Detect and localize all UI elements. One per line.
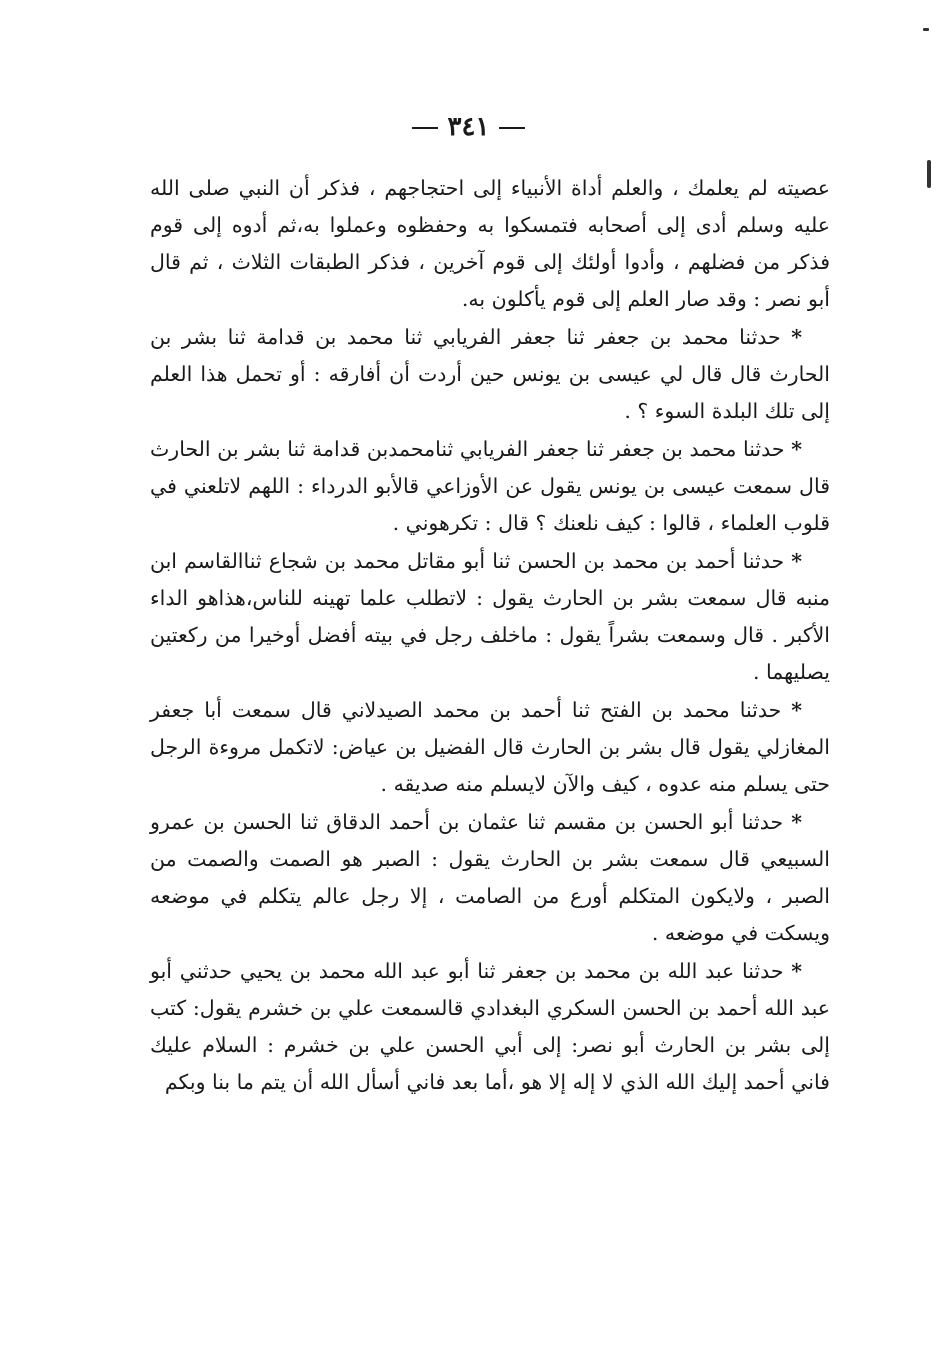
paragraph-text: حدثنا محمد بن جعفر ثنا جعفر الفريابي ثنا محمد بن قدامة ثنا بشر بن الحارث قال قال لي عيسى بن يونس حين أردت أن أفارقه : أو تحمل هذا العلم إلى تلك البلدة السوء ؟ . <box>150 325 830 423</box>
hadith-star-marker: * <box>791 325 802 349</box>
paragraph-text: حدثنا أبو الحسن بن مقسم ثنا عثمان بن أحمد الدقاق ثنا الحسن بن عمرو السبيعي قال سمعت بشر بن الحارث يقول : الصبر هو الصمت والصمت من الصبر ، ولايكون المتكلم أورع من الصامت ، إلا رجل عالم يتكلم في موضعه ويسكت في موضعه . <box>150 810 830 945</box>
body-text <box>150 170 830 1102</box>
page-number-dash <box>499 127 525 129</box>
paragraph-text: حدثنا أحمد بن محمد بن الحسن ثنا أبو مقاتل محمد بن شجاع ثناالقاسم ابن منبه قال سمعت بشر بن الحارث يقول : لاتطلب علما تهينه للناس،هذاهو الداء الأكبر . قال وسمعت بشراً يقول : ماخلف رجل في بيته أفضل أوخيرا من ركعتين يصليهما . <box>150 549 830 684</box>
hadith-star-marker: * <box>791 698 802 722</box>
paragraph-hadith <box>150 804 830 952</box>
paragraph-continuation <box>150 170 830 318</box>
scan-mark <box>923 28 929 31</box>
paragraph-hadith <box>150 431 830 542</box>
paragraph-hadith <box>150 319 830 430</box>
page-number <box>0 112 937 142</box>
page-number-value: ٣٤١ <box>447 112 490 142</box>
hadith-star-marker: * <box>791 549 802 573</box>
hadith-star-marker: * <box>791 437 802 461</box>
paragraph-text: حدثنا عبد الله بن محمد بن جعفر ثنا أبو عبد الله محمد بن يحيي حدثني أبو عبد الله أحمد بن الحسن السكري البغدادي قالسمعت علي بن خشرم يقول: كتب إلى بشر بن الحارث أبو نصر: إلى أبي الحسن علي بن خشرم : السلام عليك فاني أحمد إليك الله الذي لا إله إلا هو ،أما بعد فاني أسأل الله أن يتم ما بنا وبكم <box>150 959 830 1094</box>
paragraph-hadith <box>150 543 830 691</box>
paragraph-hadith <box>150 953 830 1101</box>
scan-mark <box>927 160 931 188</box>
paragraph-hadith <box>150 692 830 803</box>
paragraph-text: عصيته لم يعلمك ، والعلم أداة الأنبياء إلى احتجاجهم ، فذكر أن النبي صلى الله عليه وسلم أدى إلى أصحابه فتمسكوا به وحفظوه وعملوا به،ثم أدوه إلى قوم فذكر من فضلهم ، وأدوا أولئك إلى قوم آخرين ، فذكر الطبقات الثلاث ، ثم قال أبو نصر : وقد صار العلم إلى قوم يأكلون به. <box>150 176 830 311</box>
page-number-dash <box>412 127 438 129</box>
hadith-star-marker: * <box>791 810 802 834</box>
paragraph-text: حدثنا محمد بن الفتح ثنا أحمد بن محمد الصيدلاني قال سمعت أبا جعفر المغازلي يقول قال بشر بن الحارث قال الفضيل بن عياض: لاتكمل مروءة الرجل حتى يسلم منه عدوه ، كيف والآن لايسلم منه صديقه . <box>150 698 830 796</box>
hadith-star-marker: * <box>791 959 802 983</box>
paragraph-text: حدثنا محمد بن جعفر ثنا جعفر الفريابي ثنامحمدبن قدامة ثنا بشر بن الحارث قال سمعت عيسى بن يونس يقول عن الأوزاعي قالأبو الدرداء : اللهم لاتلعني في قلوب العلماء ، قالوا : كيف نلعنك ؟ قال : تكرهوني . <box>150 437 830 535</box>
